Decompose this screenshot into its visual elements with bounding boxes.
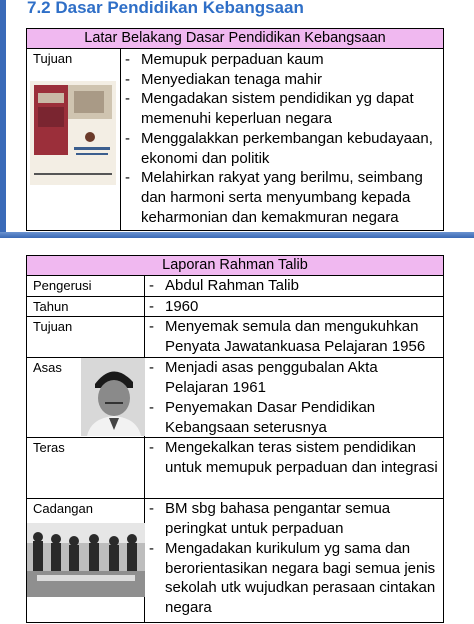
row-items [145, 438, 444, 499]
row-items [145, 499, 444, 623]
objective-list [121, 49, 443, 227]
row-label: Tahun [27, 296, 145, 317]
row-items [145, 276, 444, 297]
rahman-talib-header: Laporan Rahman Talib [27, 256, 444, 276]
left-accent-bar [0, 0, 6, 232]
objective-label-cell [27, 49, 121, 231]
abdul-rahman-talib-portrait [81, 358, 145, 436]
row-label: Pengerusi [27, 276, 145, 297]
list-item: - Memupuk perpaduan kaum [121, 50, 443, 70]
list-item: - Mengadakan kurikulum yg sama dan berorientasikan negara bagi semua jenis sekolah utk wujudkan perasaan cintakan negara [145, 539, 443, 618]
row-items [145, 317, 444, 358]
row-label: Teras [27, 438, 145, 499]
rahman-talib-table [26, 255, 444, 623]
list-item: - Abdul Rahman Talib [145, 276, 443, 296]
row-label: Cadangan [33, 501, 93, 517]
list-item: - Melahirkan rakyat yang berilmu, seimbang dan harmoni serta menyumbang kepada keharmonian dan kemakmuran negara [121, 168, 443, 227]
list-item: - Penyemakan Dasar Pendidikan Kebangsaan seterusnya [145, 398, 443, 437]
cadangan-label-cell [27, 499, 145, 623]
objective-label: Tujuan [33, 51, 73, 66]
list-item: - Menggalakkan perkembangan kebudayaan, ekonomi dan politik [121, 129, 443, 168]
list-item: - Mengadakan sistem pendidikan yg dapat memenuhi keperluan negara [121, 89, 443, 128]
list-item: - Menyediakan tenaga mahir [121, 70, 443, 90]
background-table [26, 28, 444, 231]
background-table-header: Latar Belakang Dasar Pendidikan Kebangsaan [27, 29, 444, 49]
section-title: 7.2 Dasar Pendidikan Kebangsaan [27, 0, 304, 17]
list-item: - Menyemak semula dan mengukuhkan Penyata Jawatankuasa Pelajaran 1956 [145, 317, 443, 356]
list-item: - BM sbg bahasa pengantar semua peringkat untuk perpaduan [145, 499, 443, 538]
row-label: Asas [33, 360, 62, 376]
row-label: Tujuan [27, 317, 145, 358]
asas-label-cell [27, 358, 145, 438]
objective-items-cell [121, 49, 444, 231]
list-item: - Mengekalkan teras sistem pendidikan untuk memupuk perpaduan dan integrasi [145, 438, 443, 477]
section-divider [0, 232, 474, 238]
row-items [145, 358, 444, 438]
row-items [145, 296, 444, 317]
policy-document-cover-image [30, 81, 116, 185]
list-item: - Menjadi asas penggubalan Akta Pelajaran 1961 [145, 358, 443, 397]
committee-group-photo [27, 523, 145, 597]
list-item: - 1960 [145, 297, 443, 317]
